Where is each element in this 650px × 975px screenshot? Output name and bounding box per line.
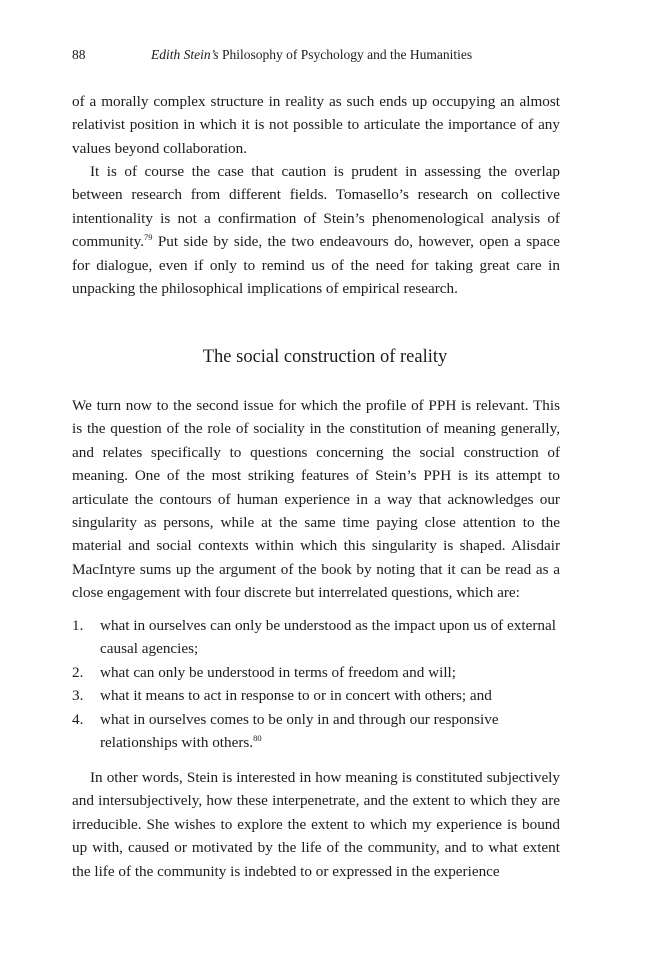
footnote-marker-80[interactable]: 80 [253, 733, 262, 744]
questions-list [72, 614, 560, 754]
list-item [72, 684, 560, 707]
list-item-text: what in ourselves comes to be only in and through our responsive relationships with others. [100, 710, 499, 752]
section-intro-paragraph [72, 394, 560, 605]
running-title-italic: Edith Stein’s [151, 47, 219, 62]
list-item-number: 2. [72, 663, 84, 681]
list-item-number: 3. [72, 687, 84, 705]
paragraph-text [72, 160, 560, 300]
footnote-marker-79[interactable]: 79 [144, 232, 153, 243]
paragraph-continued [72, 90, 560, 160]
paragraph-text-after-note: Put side by side, the two endeavours do, however, open a space for dialogue, even if only to remind us of the need for taking great care in unpacking the philosophical implications of empirical research. [72, 233, 560, 298]
paragraph-text: of a morally complex structure in reality as such ends up occupying an almost relativist position in which it is not possible to articulate the importance of any values beyond collaboration. [72, 93, 560, 157]
closing-paragraph [72, 766, 560, 883]
list-item-text: what can only be understood in terms of freedom and will; [100, 663, 456, 681]
list-item [72, 661, 560, 684]
running-title [151, 46, 472, 64]
list-item [72, 614, 560, 661]
paragraph-text-before-note: It is of course the case that caution is prudent in assessing the overlap between research from different fields. Tomasello’s research on collective intentionality is not a confirmation of Stein’s phenomenological analysis of community. [72, 163, 560, 251]
list-item-text: what it means to act in response to or in concert with others; and [100, 687, 492, 705]
paragraph-caution [72, 160, 560, 300]
running-title-rest: Philosophy of Psychology and the Humanities [218, 47, 473, 62]
list-item-number: 4. [72, 710, 84, 728]
page-number: 88 [72, 47, 86, 62]
list-item-number: 1. [72, 617, 84, 634]
section-heading: The social construction of reality [202, 347, 448, 367]
paragraph-text: In other words, Stein is interested in how meaning is constituted subjectively and intersubjectively, how these interpenetrate, and the extent to which they are irreducible. She wishes to explore the extent to which my experience is bound up with, caused or motivated by the life of the community, and to what extent the life of the community is indebted to or expressed in the experience [72, 769, 560, 880]
list-item [72, 708, 560, 755]
list-item-text: what in ourselves can only be understood as the impact upon us of external causal agencies; [100, 617, 556, 658]
paragraph-text: We turn now to the second issue for which the profile of PPH is relevant. This is the question of the role of sociality in the constitution of meaning generally, and relates specifically to questions concerning the social construction of meaning. One of the most striking features of Stein’s PPH is its attempt to articulate the contours of human experience in a way that acknowledges our singularity as persons, while at the same time paying close attention to the material and social contexts within which this singularity is shaped. Alisdair MacIntyre sums up the argument of the book by noting that it can be read as a close engagement with four discrete but interrelated questions, which are: [72, 397, 560, 602]
